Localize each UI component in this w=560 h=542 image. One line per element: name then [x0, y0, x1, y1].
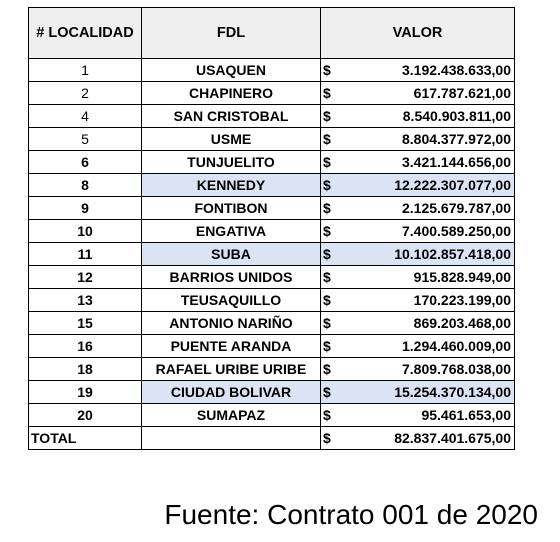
amount: 95.461.653,00 [421, 407, 511, 423]
currency-symbol: $ [323, 269, 331, 285]
amount: 15.254.370.134,00 [394, 384, 511, 400]
header-valor: VALOR [321, 8, 515, 59]
value-cell [321, 312, 515, 335]
localidad-cell: 11 [29, 243, 142, 266]
table-row [29, 82, 515, 105]
value-cell [321, 289, 515, 312]
fdl-name-cell: KENNEDY [142, 174, 321, 197]
fdl-name-cell: BARRIOS UNIDOS [142, 266, 321, 289]
currency-symbol: $ [323, 246, 331, 262]
total-label: TOTAL [29, 427, 142, 450]
value-cell [321, 266, 515, 289]
currency-symbol: $ [323, 108, 331, 124]
value-cell [321, 105, 515, 128]
table-row [29, 243, 515, 266]
table-body [29, 59, 515, 450]
table-row [29, 358, 515, 381]
fdl-name-cell: SUBA [142, 243, 321, 266]
table-row [29, 381, 515, 404]
value-cell [321, 427, 515, 450]
fdl-name-cell: SAN CRISTOBAL [142, 105, 321, 128]
amount: 1.294.460.009,00 [402, 338, 511, 354]
table-row [29, 59, 515, 82]
fdl-name-cell: USAQUEN [142, 59, 321, 82]
amount: 82.837.401.675,00 [394, 430, 511, 446]
value-cell [321, 197, 515, 220]
localidad-cell: 5 [29, 128, 142, 151]
value-cell [321, 151, 515, 174]
amount: 8.804.377.972,00 [402, 131, 511, 147]
localidad-cell: 9 [29, 197, 142, 220]
total-fdl-cell [142, 427, 321, 450]
localidad-cell: 12 [29, 266, 142, 289]
amount: 617.787.621,00 [413, 85, 511, 101]
header-localidad: # LOCALIDAD [29, 8, 142, 59]
localidad-cell: 2 [29, 82, 142, 105]
currency-symbol: $ [323, 223, 331, 239]
amount: 915.828.949,00 [413, 269, 511, 285]
table-row [29, 289, 515, 312]
amount: 3.192.438.633,00 [402, 62, 511, 78]
table-row [29, 128, 515, 151]
value-cell [321, 59, 515, 82]
table-row [29, 174, 515, 197]
currency-symbol: $ [323, 131, 331, 147]
fdl-name-cell: USME [142, 128, 321, 151]
currency-symbol: $ [323, 292, 331, 308]
table-row [29, 220, 515, 243]
fdl-name-cell: ANTONIO NARIÑO [142, 312, 321, 335]
value-cell [321, 82, 515, 105]
amount: 869.203.468,00 [413, 315, 511, 331]
fdl-name-cell: CIUDAD BOLIVAR [142, 381, 321, 404]
currency-symbol: $ [323, 315, 331, 331]
value-cell [321, 243, 515, 266]
localidad-cell: 20 [29, 404, 142, 427]
fdl-name-cell: TEUSAQUILLO [142, 289, 321, 312]
localidad-cell: 15 [29, 312, 142, 335]
value-cell [321, 335, 515, 358]
value-cell [321, 381, 515, 404]
fdl-name-cell: TUNJUELITO [142, 151, 321, 174]
table-row [29, 404, 515, 427]
currency-symbol: $ [323, 430, 331, 446]
localidad-cell: 8 [29, 174, 142, 197]
value-cell [321, 174, 515, 197]
fdl-name-cell: CHAPINERO [142, 82, 321, 105]
fdl-name-cell: ENGATIVA [142, 220, 321, 243]
currency-symbol: $ [323, 85, 331, 101]
currency-symbol: $ [323, 154, 331, 170]
amount: 10.102.857.418,00 [394, 246, 511, 262]
localidad-cell: 16 [29, 335, 142, 358]
total-row [29, 427, 515, 450]
header-fdl: FDL [142, 8, 321, 59]
table-header-row [29, 8, 515, 59]
localidad-cell: 6 [29, 151, 142, 174]
table-row [29, 266, 515, 289]
localidad-cell: 13 [29, 289, 142, 312]
table-row [29, 197, 515, 220]
localidad-cell: 10 [29, 220, 142, 243]
table-row [29, 105, 515, 128]
currency-symbol: $ [323, 361, 331, 377]
fdl-name-cell: SUMAPAZ [142, 404, 321, 427]
currency-symbol: $ [323, 62, 331, 78]
amount: 7.809.768.038,00 [402, 361, 511, 377]
currency-symbol: $ [323, 384, 331, 400]
currency-symbol: $ [323, 200, 331, 216]
value-cell [321, 220, 515, 243]
localidad-cell: 4 [29, 105, 142, 128]
value-cell [321, 358, 515, 381]
amount: 2.125.679.787,00 [402, 200, 511, 216]
localidad-cell: 18 [29, 358, 142, 381]
source-caption: Fuente: Contrato 001 de 2020 [164, 499, 538, 530]
amount: 8.540.903.811,00 [402, 108, 511, 124]
value-cell [321, 404, 515, 427]
amount: 170.223.199,00 [413, 292, 511, 308]
currency-symbol: $ [323, 338, 331, 354]
fdl-value-table [28, 7, 515, 450]
table-row [29, 151, 515, 174]
fdl-name-cell: FONTIBON [142, 197, 321, 220]
table-row [29, 312, 515, 335]
localidad-cell: 19 [29, 381, 142, 404]
currency-symbol: $ [323, 407, 331, 423]
amount: 3.421.144.656,00 [402, 154, 511, 170]
fdl-name-cell: RAFAEL URIBE URIBE [142, 358, 321, 381]
amount: 7.400.589.250,00 [402, 223, 511, 239]
table-row [29, 335, 515, 358]
localidad-cell: 1 [29, 59, 142, 82]
currency-symbol: $ [323, 177, 331, 193]
amount: 12.222.307.077,00 [394, 177, 511, 193]
value-cell [321, 128, 515, 151]
fdl-name-cell: PUENTE ARANDA [142, 335, 321, 358]
